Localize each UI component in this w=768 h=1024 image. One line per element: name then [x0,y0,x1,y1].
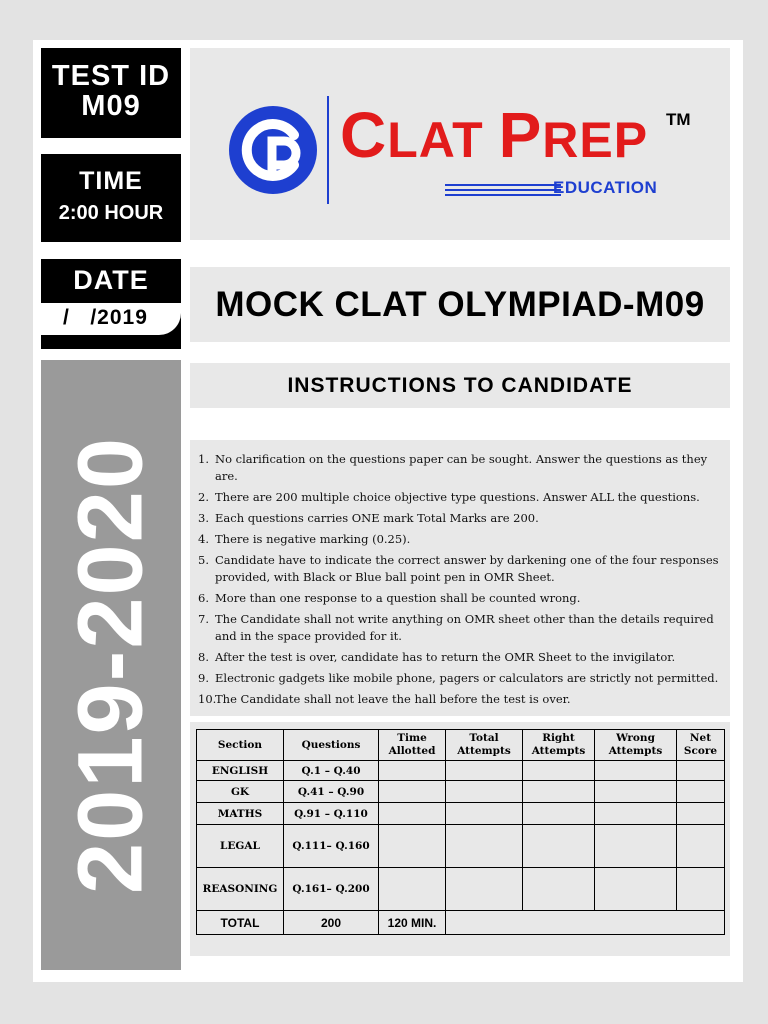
table-row [197,781,725,803]
right-attempts-cell[interactable] [523,803,595,825]
instruction-number: 9. [198,671,209,685]
column-header: Questions [284,730,379,761]
instruction-item [198,691,724,708]
questions-cell: Q.1 – Q.40 [284,761,379,781]
column-header: Section [197,730,284,761]
question-paper-cover [33,40,743,982]
instruction-number: 4. [198,532,209,546]
instruction-item [198,590,724,607]
section-cell: GK [197,781,284,803]
right-attempts-cell[interactable] [523,868,595,911]
instruction-number: 10. [198,692,217,706]
instruction-number: 8. [198,650,209,664]
instruction-number: 6. [198,591,209,605]
date-field [41,303,181,335]
date-block [41,259,181,349]
instruction-item [198,552,724,586]
time-cell[interactable] [379,825,446,868]
wrong-attempts-cell[interactable] [595,781,677,803]
logo-panel [190,48,730,240]
time-cell[interactable] [379,868,446,911]
time-block [41,154,181,242]
instruction-text: More than one response to a question shall be counted wrong. [215,591,581,605]
session-year: 2019-2020 [59,436,162,894]
instruction-text: No clarification on the questions paper can be sought. Answer the questions as they are. [215,452,708,483]
right-attempts-cell[interactable] [523,781,595,803]
questions-cell: Q.41 – Q.90 [284,781,379,803]
section-cell: MATHS [197,803,284,825]
brand-name: CLAT PREP [340,99,649,171]
table-total-row [197,911,725,935]
instruction-number: 7. [198,612,209,626]
score-table [196,729,725,935]
total-attempts-cell[interactable] [446,803,523,825]
instruction-number: 2. [198,490,209,504]
instruction-text: The Candidate shall not write anything on OMR sheet other than the details required and in the space provided for it. [215,612,714,643]
time-cell[interactable] [379,803,446,825]
column-header: Wrong Attempts [595,730,677,761]
table-row [197,868,725,911]
column-header: Time Allotted [379,730,446,761]
instruction-item [198,670,724,687]
total-blank-cell[interactable] [446,911,725,935]
instruction-text: There are 200 multiple choice objective type questions. Answer ALL the questions. [215,490,700,504]
instruction-item [198,451,724,485]
instruction-text: Candidate have to indicate the correct answer by darkening one of the four responses provided, with Black or Blue ball point pen in OMR Sheet. [215,553,719,584]
section-cell: LEGAL [197,825,284,868]
total-attempts-cell[interactable] [446,781,523,803]
right-attempts-cell[interactable] [523,761,595,781]
wrong-attempts-cell[interactable] [595,825,677,868]
time-value: 2:00 HOUR [58,202,164,224]
title-panel [190,267,730,342]
test-id-value: M09 [81,90,141,122]
column-header: Right Attempts [523,730,595,761]
time-cell[interactable] [379,761,446,781]
instruction-item [198,649,724,666]
brand-subtitle: EDUCATION [553,178,658,197]
instruction-text: There is negative marking (0.25). [215,532,411,546]
wrong-attempts-cell[interactable] [595,803,677,825]
clat-prep-logo-icon [228,105,318,195]
questions-cell: Q.111– Q.160 [284,825,379,868]
net-score-cell[interactable] [677,761,725,781]
instruction-text: Each questions carries ONE mark Total Marks are 200. [215,511,539,525]
instructions-panel [190,440,730,716]
table-header-row [197,730,725,761]
net-score-cell[interactable] [677,781,725,803]
total-time: 120 MIN. [379,911,446,935]
date-label: DATE [73,265,149,295]
net-score-cell[interactable] [677,868,725,911]
total-label: TOTAL [197,911,284,935]
total-attempts-cell[interactable] [446,868,523,911]
questions-cell: Q.91 – Q.110 [284,803,379,825]
instruction-text: After the test is over, candidate has to return the OMR Sheet to the invigilator. [215,650,676,664]
instruction-item [198,611,724,645]
questions-cell: Q.161– Q.200 [284,868,379,911]
instructions-list [198,451,724,712]
date-value: / /2019 [63,306,148,329]
instruction-item [198,531,724,548]
page-title: MOCK CLAT OLYMPIAD-M09 [215,285,705,324]
instruction-item [198,510,724,527]
instruction-number: 5. [198,553,209,567]
wrong-attempts-cell[interactable] [595,761,677,781]
table-row [197,761,725,781]
total-attempts-cell[interactable] [446,825,523,868]
instruction-number: 3. [198,511,209,525]
instructions-heading: INSTRUCTIONS TO CANDIDATE [287,374,633,397]
instructions-heading-panel [190,363,730,408]
total-questions: 200 [284,911,379,935]
session-banner [41,360,181,970]
instruction-text: Electronic gadgets like mobile phone, pagers or calculators are strictly not permitted. [215,671,719,685]
net-score-cell[interactable] [677,825,725,868]
trademark-symbol: TM [666,110,691,129]
net-score-cell[interactable] [677,803,725,825]
table-row [197,803,725,825]
score-table-panel [190,722,730,956]
wrong-attempts-cell[interactable] [595,868,677,911]
logo-divider [327,96,329,204]
right-attempts-cell[interactable] [523,825,595,868]
time-cell[interactable] [379,781,446,803]
section-cell: ENGLISH [197,761,284,781]
total-attempts-cell[interactable] [446,761,523,781]
test-id-block [41,48,181,138]
table-row [197,825,725,868]
section-cell: REASONING [197,868,284,911]
test-id-label: TEST ID [51,60,171,92]
time-label: TIME [79,167,143,195]
instruction-number: 1. [198,452,209,466]
instruction-item [198,489,724,506]
column-header: Net Score [677,730,725,761]
instruction-text: The Candidate shall not leave the hall before the test is over. [215,692,571,706]
column-header: Total Attempts [446,730,523,761]
logo-stripes [445,184,561,199]
